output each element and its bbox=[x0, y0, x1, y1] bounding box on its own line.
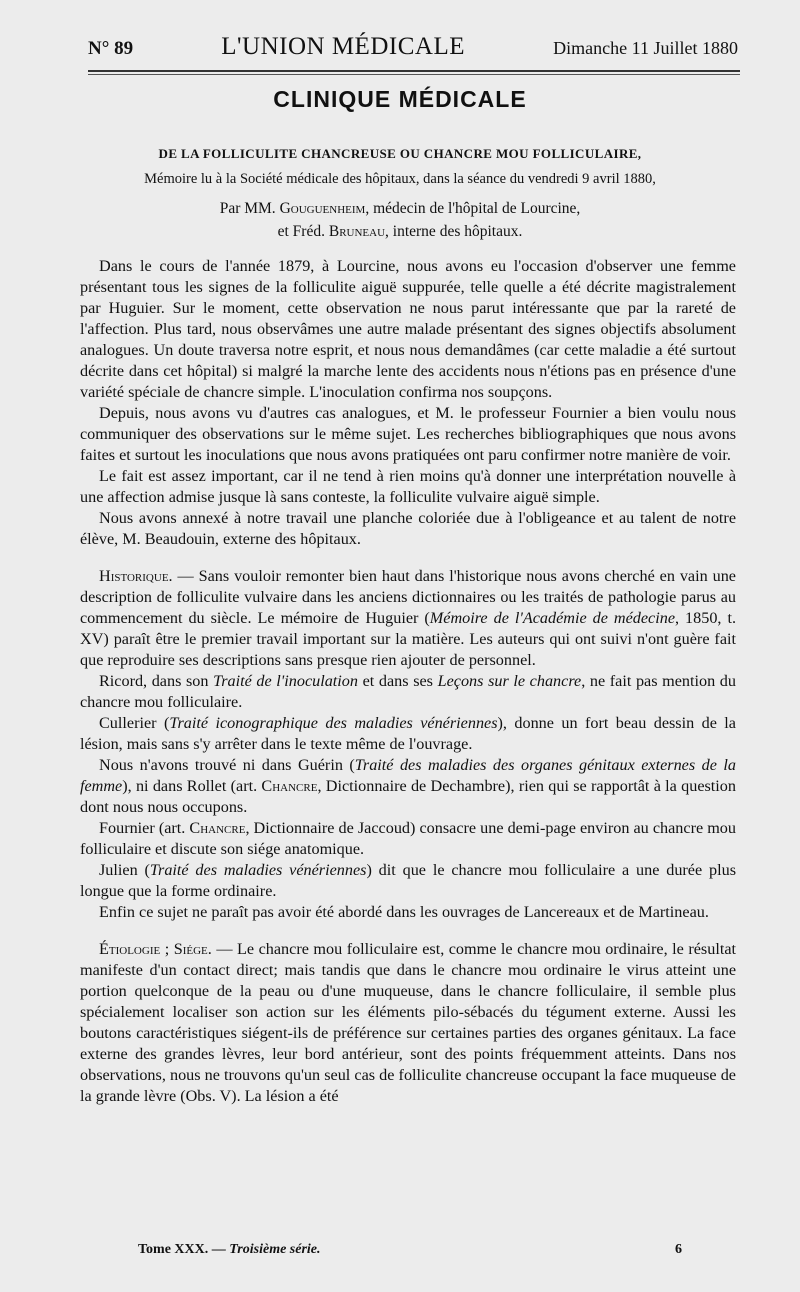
paragraph: Enfin ce sujet ne paraît pas avoir été abordé dans les ouvrages de Lancereaux et de Martineau. bbox=[99, 903, 709, 921]
paragraph: Nous avons annexé à notre travail une planche coloriée due à l'obligeance et au talent de notre élève, M. Beaudouin, externe des hôpitaux. bbox=[80, 509, 736, 548]
text-run: , ne fait pas mention du chancre mou folliculaire. bbox=[80, 672, 736, 711]
authors-line-1 bbox=[60, 197, 740, 220]
section-lead: Étiologie ; Siége. bbox=[99, 940, 212, 958]
text-run: et dans ses bbox=[358, 672, 438, 690]
issue-date: Dimanche 11 Juillet 1880 bbox=[553, 38, 738, 58]
authors-prefix: Par MM. bbox=[219, 200, 280, 217]
article-body bbox=[80, 256, 736, 1107]
masthead bbox=[88, 33, 738, 67]
text-run: , Dictionnaire de Jaccoud) consacre une demi-page environ au chancre mou folliculaire et discute son siége anatomique. bbox=[80, 819, 736, 858]
paragraph: Le fait est assez important, car il ne tend à rien moins qu'à donner une interprétation nouvelle à une affection admise jusque là sans conteste, la folliculite vulvaire aiguë simple. bbox=[80, 467, 736, 506]
paragraph: Dans le cours de l'année 1879, à Lourcine, nous avons eu l'occasion d'observer une femme présentant tous les signes de la folliculite aiguë suppurée, telle quelle a été décrite magistralement par Huguier. Sur le moment, cette observation ne nous parut intéressante que par la rareté de l'affection. Plus tard, nous observâmes une autre malade présentant des signes objectifs absolument analogues. Un doute traversa notre esprit, et nous nous demandâmes (car cette maladie a été surtout décrite dans cet hôpital) si malgré la marche lente des accidents nous n'étions pas en présence d'une variété spéciale de chancre simple. L'inoculation confirma nos soupçons. bbox=[80, 257, 736, 401]
article-subtitle: Mémoire lu à la Société médicale des hôpitaux, dans la séance du vendredi 9 avril 1880, bbox=[144, 171, 656, 187]
author-name: Gouguenheim bbox=[279, 200, 366, 217]
author-role: , interne des hôpitaux. bbox=[385, 223, 523, 240]
text-run: ), donne un fort beau dessin de la lésion, mais sans s'y arrêter dans le texte même de l'ouvrage. bbox=[80, 714, 736, 753]
text-run: ) dit que le chancre mou folliculaire a une durée plus longue que la forme ordinaire. bbox=[80, 861, 736, 900]
citation: Leçons sur le chancre bbox=[437, 672, 582, 690]
paragraph bbox=[80, 755, 736, 818]
footer-volume bbox=[138, 1242, 321, 1258]
article-authors bbox=[60, 197, 740, 243]
text-run: , Dictionnaire de Dechambre), rien qui se rapportât à la question dont nous nous occupons. bbox=[80, 777, 736, 816]
text-run: Julien ( bbox=[99, 861, 150, 879]
page-footer bbox=[138, 1242, 682, 1258]
issue-number: N° 89 bbox=[88, 38, 134, 59]
citation: Traité iconographique des maladies vénériennes bbox=[169, 714, 498, 732]
authors-line-2 bbox=[60, 220, 740, 243]
paragraph bbox=[80, 860, 736, 902]
text-run: Nous n'avons trouvé ni dans Guérin ( bbox=[99, 756, 355, 774]
small-caps-term: Chancre bbox=[189, 819, 246, 837]
section-lead: Historique. bbox=[99, 567, 173, 585]
paragraph bbox=[80, 818, 736, 860]
citation: Traité des maladies vénériennes bbox=[149, 861, 367, 879]
masthead-rule bbox=[88, 70, 740, 72]
citation: Traité des maladies des organes génitaux externes de la femme bbox=[80, 756, 736, 795]
text-run: Fournier (art. bbox=[99, 819, 190, 837]
footer-tome: Tome XXX. — bbox=[138, 1242, 226, 1257]
paragraph-historique bbox=[80, 566, 736, 671]
citation: Mémoire de l'Académie de médecine bbox=[429, 609, 676, 627]
paragraph bbox=[80, 713, 736, 755]
section-title: CLINIQUE MÉDICALE bbox=[273, 86, 527, 112]
journal-title: L'UNION MÉDICALE bbox=[221, 33, 465, 60]
article-heading: DE LA FOLLICULITE CHANCREUSE OU CHANCRE MOU FOLLICULAIRE, bbox=[158, 146, 642, 161]
author-name: Bruneau bbox=[328, 223, 386, 240]
author-role: , médecin de l'hôpital de Lourcine, bbox=[365, 200, 581, 217]
footer-serie: Troisième série. bbox=[229, 1242, 321, 1257]
text-run: ), ni dans Rollet (art. bbox=[122, 777, 262, 795]
small-caps-term: Chancre bbox=[261, 777, 318, 795]
citation: Traité de l'inoculation bbox=[213, 672, 358, 690]
paragraph bbox=[80, 671, 736, 713]
text-run: , 1850, t. XV) paraît être le premier travail important sur la matière. Les auteurs qui ont suivi n'ont guère fait que reproduire ses descriptions sans presque rien ajouter de personnel. bbox=[80, 609, 736, 669]
paragraph: Depuis, nous avons vu d'autres cas analogues, et M. le professeur Fournier a bien voulu nous communiquer des observations sur le même sujet. Les recherches bibliographiques que nous avons faites et surtout les inoculations que nous avons pratiquées ont paru confirmer notre manière de voir. bbox=[80, 404, 736, 464]
paragraph-etiologie bbox=[80, 939, 736, 1107]
signature-mark: 6 bbox=[675, 1242, 682, 1257]
text-run: Cullerier ( bbox=[99, 714, 170, 732]
text-run: — Sans vouloir remonter bien haut dans l'historique nous avons cherché en vain une description de folliculite vulvaire dans les anciens dictionnaires ou les traités de pathologie parus au commencement du siècle. Le mémoire de Huguier ( bbox=[80, 567, 736, 627]
masthead-rule-thin bbox=[88, 74, 740, 75]
text-run: Ricord, dans son bbox=[99, 672, 214, 690]
authors-prefix: et Fréd. bbox=[277, 223, 329, 240]
text-run: — Le chancre mou folliculaire est, comme le chancre mou ordinaire, le résultat manifeste d'un contact direct; mais tandis que dans le chancre mou ordinaire le virus atteint une portion quelconque de la peau ou d'une muqueuse, dans le chancre folliculaire, il semble plus spécialement localiser son action sur les éléments pilo-sébacés du tégument externe. Aussi les boutons caractéristiques siégent-ils de préférence sur certaines parties des organes génitaux. La face externe des grandes lèvres, leur bord antérieur, sont des points fréquemment atteints. Dans nos observations, nous ne trouvons qu'un seul cas de folliculite chancreuse occupant la face muqueuse de la grande lèvre (Obs. V). La lésion a été bbox=[80, 940, 737, 1105]
